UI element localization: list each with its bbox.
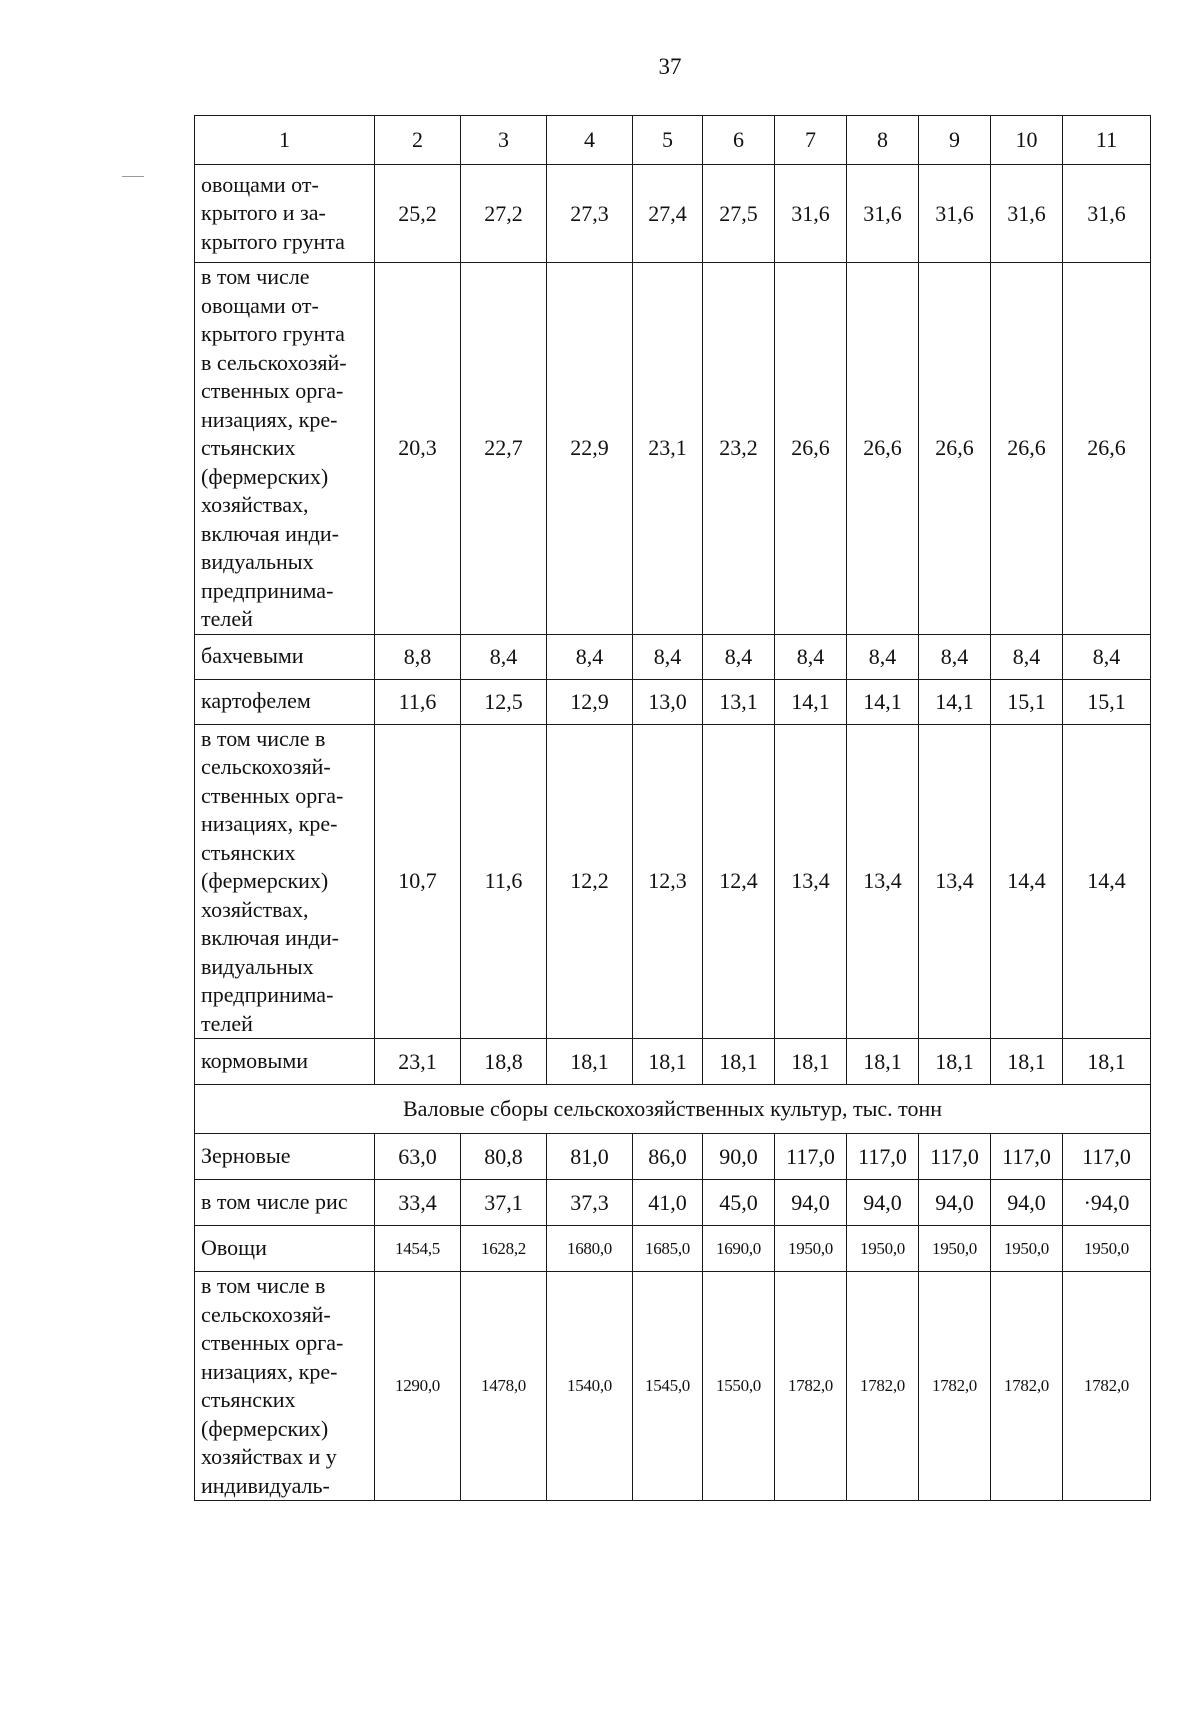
table-cell: 11,6 (461, 724, 547, 1039)
table-cell: 15,1 (991, 679, 1063, 724)
table-cell: 94,0 (919, 1180, 991, 1226)
table-row (195, 634, 1151, 679)
table-cell: 8,4 (703, 634, 775, 679)
table-cell: 27,4 (633, 165, 703, 263)
table-cell: 117,0 (1063, 1134, 1151, 1180)
table-cell: 63,0 (375, 1134, 461, 1180)
page-number: 37 (658, 54, 682, 79)
table-cell: 31,6 (1063, 165, 1151, 263)
table-cell: 18,1 (703, 1039, 775, 1085)
table-cell: 94,0 (847, 1180, 919, 1226)
row-label: бахчевыми (195, 634, 375, 679)
table-cell: 26,6 (919, 263, 991, 635)
table-cell: 1950,0 (775, 1226, 847, 1272)
column-header: 7 (775, 116, 847, 165)
row-label: в том числе в сельскохозяй- ственных орга- низациях, кре- стьянских (фермерских) хозяйствах и у индивидуаль- (195, 1272, 375, 1501)
table-cell: 1685,0 (633, 1226, 703, 1272)
table-cell: 12,9 (547, 679, 633, 724)
table-row (195, 1039, 1151, 1085)
table-cell: 26,6 (991, 263, 1063, 635)
row-label: картофелем (195, 679, 375, 724)
table-cell: 27,5 (703, 165, 775, 263)
table-cell: 31,6 (919, 165, 991, 263)
table-cell: 37,1 (461, 1180, 547, 1226)
row-label: кормовыми (195, 1039, 375, 1085)
table-cell: 1628,2 (461, 1226, 547, 1272)
column-header: 8 (847, 116, 919, 165)
table-cell: 8,4 (1063, 634, 1151, 679)
table-cell: 1478,0 (461, 1272, 547, 1501)
column-header: 10 (991, 116, 1063, 165)
table-cell: 18,1 (633, 1039, 703, 1085)
table-cell: 94,0 (991, 1180, 1063, 1226)
table-cell: 22,9 (547, 263, 633, 635)
table-row (195, 1272, 1151, 1501)
table-row (195, 165, 1151, 263)
table-cell: 23,1 (633, 263, 703, 635)
row-label: Овощи (195, 1226, 375, 1272)
table-cell: 45,0 (703, 1180, 775, 1226)
table-cell: 1454,5 (375, 1226, 461, 1272)
table-cell: 8,4 (847, 634, 919, 679)
table-row (195, 724, 1151, 1039)
table-cell: 18,1 (775, 1039, 847, 1085)
table-cell: 1545,0 (633, 1272, 703, 1501)
table-cell: 8,4 (991, 634, 1063, 679)
section-row (195, 1085, 1151, 1134)
table-cell: 37,3 (547, 1180, 633, 1226)
table-cell: 8,4 (461, 634, 547, 679)
table-cell: 12,4 (703, 724, 775, 1039)
table-cell: 14,1 (775, 679, 847, 724)
table-cell: 1950,0 (919, 1226, 991, 1272)
row-label: овощами от- крытого и за- крытого грунта (195, 165, 375, 263)
table-cell: 22,7 (461, 263, 547, 635)
column-header: 4 (547, 116, 633, 165)
table-row (195, 263, 1151, 635)
table-cell: 1950,0 (847, 1226, 919, 1272)
table-cell: 31,6 (847, 165, 919, 263)
table-cell: 11,6 (375, 679, 461, 724)
table-cell: 86,0 (633, 1134, 703, 1180)
table-cell: 15,1 (1063, 679, 1151, 724)
column-header: 9 (919, 116, 991, 165)
column-header: 1 (195, 116, 375, 165)
table-cell: 14,4 (1063, 724, 1151, 1039)
table-cell: 1680,0 (547, 1226, 633, 1272)
table-cell: 8,4 (775, 634, 847, 679)
table-cell: 27,3 (547, 165, 633, 263)
crop-data-table (194, 115, 1151, 1501)
table-cell: 1540,0 (547, 1272, 633, 1501)
scan-margin-mark (122, 176, 144, 177)
table-cell: 8,4 (633, 634, 703, 679)
table-cell: 31,6 (991, 165, 1063, 263)
table-cell: 1950,0 (1063, 1226, 1151, 1272)
table-cell: 23,2 (703, 263, 775, 635)
table-cell: 27,2 (461, 165, 547, 263)
row-label: в том числе в сельскохозяй- ственных орга- низациях, кре- стьянских (фермерских) хозяйствах, включая инди- видуальных предпринима- телей (195, 724, 375, 1039)
row-label: в том числе овощами от- крытого грунта в сельскохозяй- ственных орга- низациях, кре- стьянских (фермерских) хозяйствах, включая инди- видуальных предпринима- телей (195, 263, 375, 635)
table-cell: 1782,0 (919, 1272, 991, 1501)
table-cell: 14,1 (919, 679, 991, 724)
table-cell: 31,6 (775, 165, 847, 263)
table-cell: 14,4 (991, 724, 1063, 1039)
table-cell: 13,4 (919, 724, 991, 1039)
table-cell: 13,0 (633, 679, 703, 724)
table-cell: 117,0 (991, 1134, 1063, 1180)
table-cell: 26,6 (1063, 263, 1151, 635)
column-header: 5 (633, 116, 703, 165)
table-row (195, 1226, 1151, 1272)
table-cell: 81,0 (547, 1134, 633, 1180)
table-cell: 18,1 (847, 1039, 919, 1085)
row-label: Зерновые (195, 1134, 375, 1180)
table-cell: 12,2 (547, 724, 633, 1039)
table-cell: 1782,0 (1063, 1272, 1151, 1501)
table-cell: 33,4 (375, 1180, 461, 1226)
table-cell: 20,3 (375, 263, 461, 635)
table-cell: 1690,0 (703, 1226, 775, 1272)
row-label: в том числе рис (195, 1180, 375, 1226)
table-row (195, 1134, 1151, 1180)
table-cell: 18,1 (1063, 1039, 1151, 1085)
table-cell: 14,1 (847, 679, 919, 724)
table-cell: 12,5 (461, 679, 547, 724)
table-cell: 94,0 (775, 1180, 847, 1226)
table-cell: 41,0 (633, 1180, 703, 1226)
table-cell: 13,4 (775, 724, 847, 1039)
table-cell: 18,8 (461, 1039, 547, 1085)
table-cell: 8,4 (919, 634, 991, 679)
section-heading: Валовые сборы сельскохозяйственных культур, тыс. тонн (195, 1085, 1151, 1134)
table-cell: 18,1 (919, 1039, 991, 1085)
table-cell: 13,1 (703, 679, 775, 724)
table-cell: 25,2 (375, 165, 461, 263)
table-cell: 1550,0 (703, 1272, 775, 1501)
table-cell: 26,6 (775, 263, 847, 635)
table-cell: 23,1 (375, 1039, 461, 1085)
table-cell: 117,0 (775, 1134, 847, 1180)
table-cell: 26,6 (847, 263, 919, 635)
table-cell: 8,4 (547, 634, 633, 679)
table-cell: 13,4 (847, 724, 919, 1039)
table-row (195, 1180, 1151, 1226)
column-header: 11 (1063, 116, 1151, 165)
table-cell: 1950,0 (991, 1226, 1063, 1272)
table-cell: 1782,0 (991, 1272, 1063, 1501)
table-cell: ·94,0 (1063, 1180, 1151, 1226)
table-cell: 12,3 (633, 724, 703, 1039)
table-cell: 18,1 (547, 1039, 633, 1085)
column-header: 6 (703, 116, 775, 165)
table-cell: 80,8 (461, 1134, 547, 1180)
table-row (195, 679, 1151, 724)
table-cell: 18,1 (991, 1039, 1063, 1085)
table-cell: 8,8 (375, 634, 461, 679)
table-cell: 117,0 (847, 1134, 919, 1180)
column-header: 2 (375, 116, 461, 165)
header-row (195, 116, 1151, 165)
table-cell: 1782,0 (847, 1272, 919, 1501)
column-header: 3 (461, 116, 547, 165)
table-cell: 10,7 (375, 724, 461, 1039)
table-cell: 117,0 (919, 1134, 991, 1180)
table-cell: 1782,0 (775, 1272, 847, 1501)
table-cell: 90,0 (703, 1134, 775, 1180)
table-cell: 1290,0 (375, 1272, 461, 1501)
